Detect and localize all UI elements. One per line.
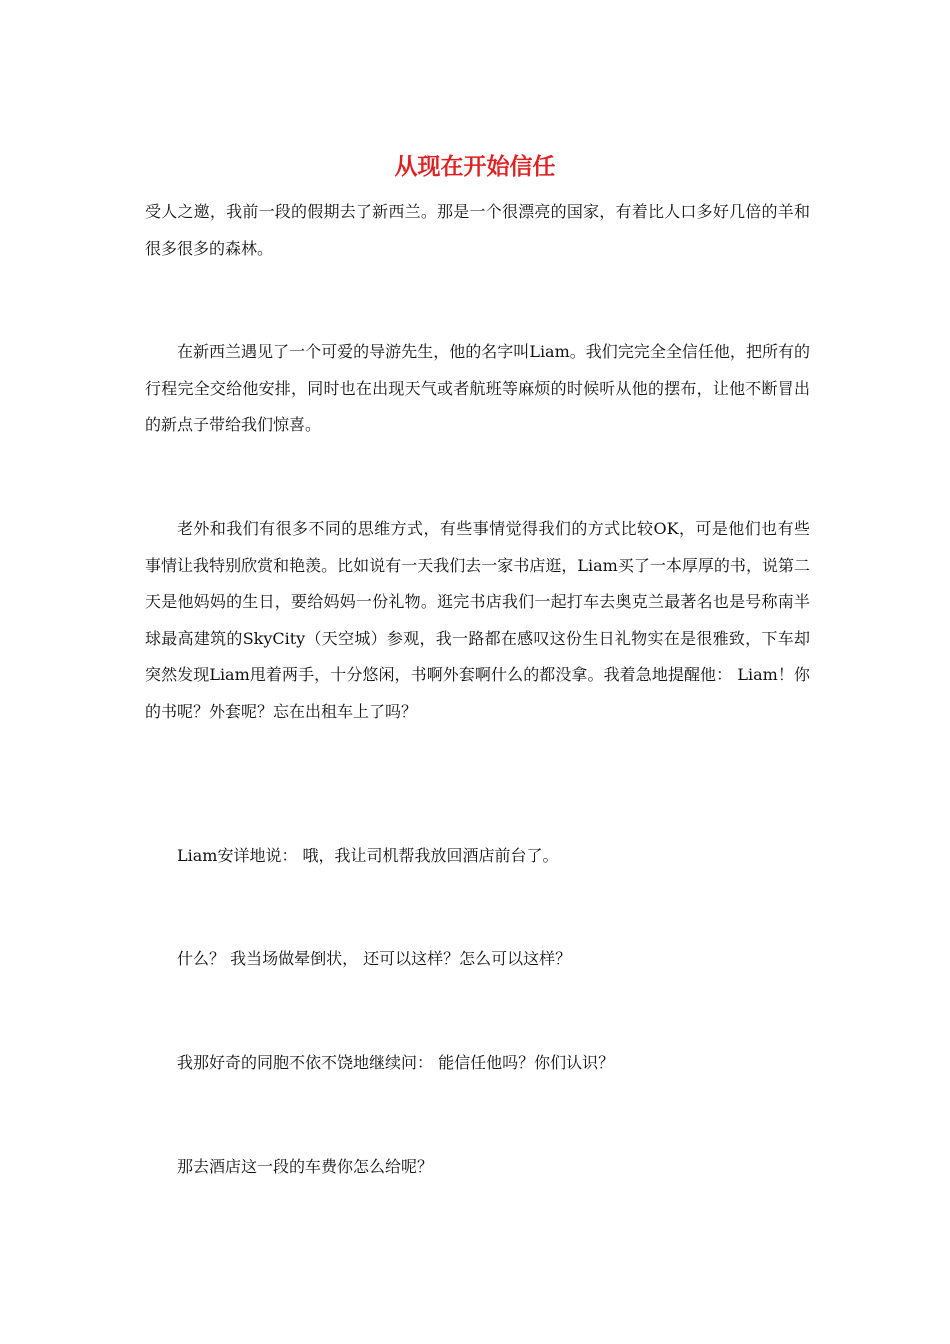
paragraph-3: 老外和我们有很多不同的思维方式，有些事情觉得我们的方式比较OK，可是他们也有些事情让我特别欣赏和艳羡。比如说有一天我们去一家书店逛，Liam买了一本厚厚的书，说第二天是他妈妈的生日，要给妈妈一份礼物。逛完书店我们一起打车去奥克兰最著名也是号称南半球最高建筑的SkyCity（天空城）参观，我一路都在感叹这份生日礼物实在是很雅致，下车却突然发现Liam甩着两手，十分悠闲，书啊外套啊什么的都没拿。我着急地提醒他： Liam！你的书呢？外套呢？忘在出租车上了吗？ <box>145 519 810 721</box>
paragraph-5: 什么？ 我当场做晕倒状， 还可以这样？怎么可以这样？ <box>177 949 572 968</box>
paragraph-2: 在新西兰遇见了一个可爱的导游先生，他的名字叫Liam。我们完完全全信任他，把所有的行程完全交给他安排，同时也在出现天气或者航班等麻烦的时候听从他的摆布，让他不断冒出的新点子带给我们惊喜。 <box>145 342 810 434</box>
paragraph-1: 受人之邀，我前一段的假期去了新西兰。那是一个很漂亮的国家，有着比人口多好几倍的羊和很多很多的森林。 <box>145 202 810 258</box>
paragraph-7: 那去酒店这一段的车费你怎么给呢？ <box>177 1157 434 1176</box>
document-title: 从现在开始信任 <box>394 154 556 180</box>
paragraph-6: 我那好奇的同胞不依不饶地继续问： 能信任他吗？你们认识？ <box>177 1053 615 1072</box>
paragraph-4: Liam安详地说： 哦，我让司机帮我放回酒店前台了。 <box>177 846 559 865</box>
